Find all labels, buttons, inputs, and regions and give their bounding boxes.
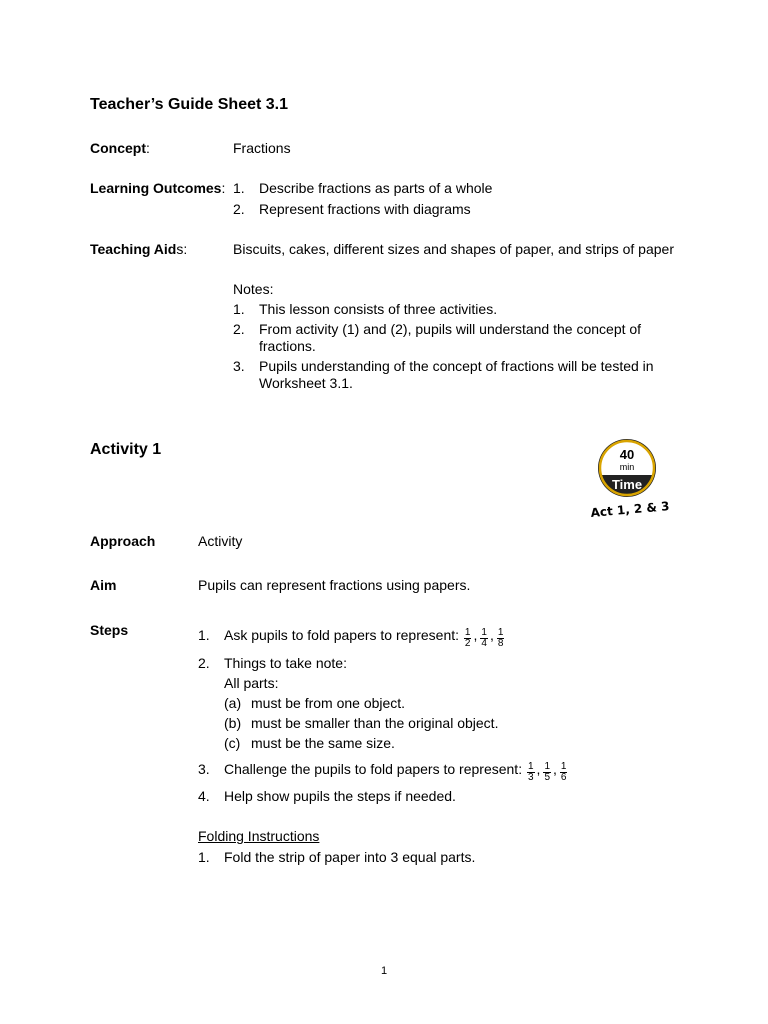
steps-label: Steps — [90, 622, 129, 638]
step-4-text: Help show pupils the steps if needed. — [224, 788, 456, 804]
concept-label: Concept: — [90, 140, 150, 156]
fraction-numerator: 1 — [464, 627, 471, 638]
fraction-numerator: 1 — [560, 761, 567, 772]
fraction-denominator: 2 — [464, 638, 471, 649]
aim-value: Pupils can represent fractions using papers. — [198, 577, 471, 593]
step-2b-text: must be smaller than the original object. — [251, 715, 499, 731]
step-2a-letter: (a) — [224, 695, 242, 711]
step-1-fractions — [463, 627, 505, 649]
step-1 — [224, 627, 505, 649]
concept-value: Fractions — [233, 140, 291, 156]
fraction-denominator: 4 — [481, 638, 487, 649]
notes-heading: Notes: — [233, 281, 274, 297]
learning-outcome-2-num: 2. — [233, 201, 245, 217]
note-2-line1: From activity (1) and (2), pupils will understand the concept of — [259, 321, 642, 337]
note-2-num: 2. — [233, 321, 245, 337]
step-3 — [224, 761, 568, 783]
fraction-denominator: 5 — [544, 772, 550, 783]
page-number: 1 — [381, 965, 388, 977]
timer-minutes: 40 — [619, 447, 635, 462]
fraction — [480, 628, 488, 649]
timer-label: Time — [611, 477, 643, 492]
fraction-separator: , — [473, 627, 478, 643]
step-3-text: Challenge the pupils to fold papers to represent: — [224, 761, 523, 777]
fraction-separator: , — [489, 627, 494, 643]
fraction-separator: , — [536, 761, 541, 777]
fraction-numerator: 1 — [544, 761, 550, 772]
timer-unit: min — [619, 462, 635, 472]
step-2b-letter: (b) — [224, 715, 242, 731]
step-2-sub: All parts: — [224, 675, 279, 691]
folding-1-num: 1. — [198, 849, 210, 865]
fraction-denominator: 6 — [560, 772, 567, 783]
timer-icon — [592, 437, 662, 499]
aim-label: Aim — [90, 577, 117, 593]
step-3-fractions — [526, 761, 568, 783]
step-2c-letter: (c) — [224, 735, 241, 751]
fraction — [497, 628, 505, 649]
timer-handwritten-note: Act 1, 2 & 3 — [590, 499, 670, 520]
fraction — [543, 762, 551, 783]
fraction — [527, 762, 535, 783]
step-2c-text: must be the same size. — [251, 735, 395, 751]
page-title: Teacher’s Guide Sheet 3.1 — [90, 96, 289, 113]
activity-heading: Activity 1 — [90, 441, 162, 458]
fraction — [464, 628, 472, 649]
step-1-text: Ask pupils to fold papers to represent: — [224, 627, 460, 643]
learning-outcomes-label: Learning Outcomes: — [90, 180, 226, 196]
learning-outcome-2: Represent fractions with diagrams — [259, 201, 471, 217]
fraction-denominator: 8 — [497, 638, 504, 649]
approach-value: Activity — [198, 533, 243, 549]
note-1: This lesson consists of three activities. — [259, 301, 498, 317]
learning-outcome-1-num: 1. — [233, 180, 245, 196]
fraction-numerator: 1 — [527, 761, 534, 772]
fraction-numerator: 1 — [497, 627, 504, 638]
fraction-denominator: 3 — [527, 772, 534, 783]
fraction-separator: , — [553, 761, 557, 777]
note-3-line1: Pupils understanding of the concept of fractions will be tested in — [259, 358, 654, 374]
note-2-line2: fractions. — [259, 338, 316, 354]
step-2a-text: must be from one object. — [251, 695, 406, 711]
step-2-num: 2. — [198, 655, 210, 671]
step-4-num: 4. — [198, 788, 210, 804]
fraction-numerator: 1 — [481, 627, 487, 638]
note-1-num: 1. — [233, 301, 245, 317]
learning-outcome-1: Describe fractions as parts of a whole — [259, 180, 493, 196]
teaching-aids-label: Teaching Aids: — [90, 241, 188, 257]
note-3-line2: Worksheet 3.1. — [259, 375, 353, 391]
folding-heading: Folding Instructions — [198, 828, 320, 844]
step-3-num: 3. — [198, 761, 210, 777]
step-2-text: Things to take note: — [224, 655, 347, 671]
step-1-num: 1. — [198, 627, 210, 643]
teaching-aids-value: Biscuits, cakes, different sizes and shapes of paper, and strips of paper — [233, 241, 674, 257]
approach-label: Approach — [90, 533, 156, 549]
fraction — [560, 762, 568, 783]
note-3-num: 3. — [233, 358, 245, 374]
folding-1-text: Fold the strip of paper into 3 equal parts. — [224, 849, 476, 865]
